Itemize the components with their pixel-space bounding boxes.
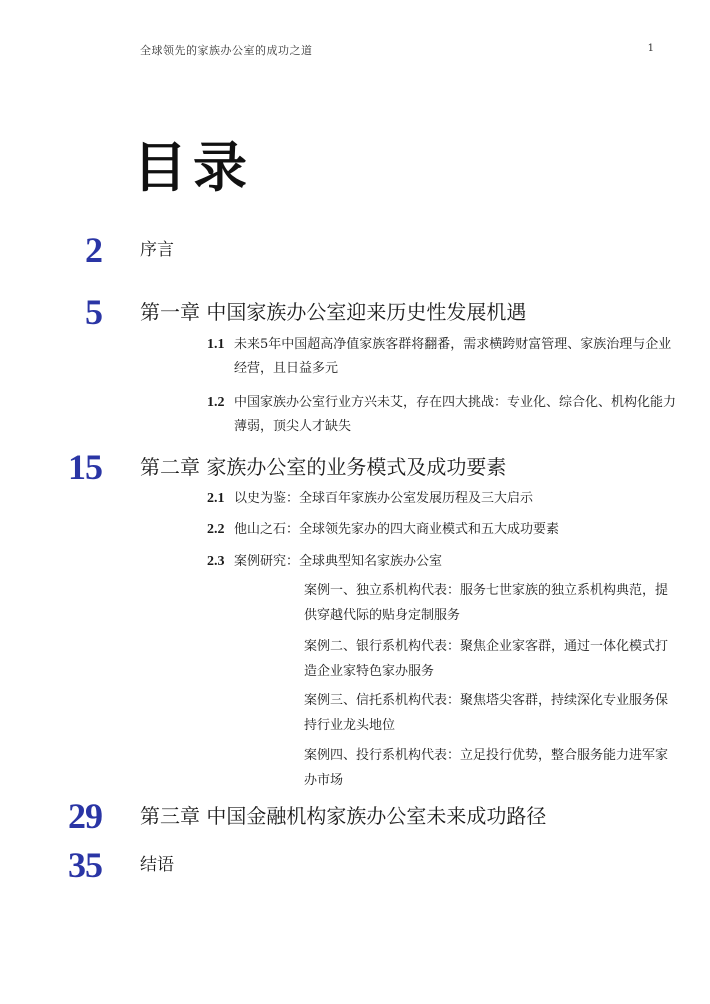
toc-section-number: 2.2	[207, 522, 225, 537]
toc-entry-chapter-3[interactable]	[0, 796, 710, 836]
page-number: 1	[647, 43, 654, 54]
toc-entry-preface[interactable]	[0, 230, 710, 270]
toc-page-number: 15	[68, 447, 102, 487]
toc-chapter-title: 序言	[140, 240, 174, 260]
toc-section-title: 案例研究：全球典型知名家族办公室	[234, 554, 443, 569]
toc-section-2-3[interactable]	[207, 550, 677, 574]
toc-entry-epilogue[interactable]	[0, 845, 710, 885]
toc-chapter-title: 第二章 家族办公室的业务模式及成功要素	[140, 455, 507, 479]
toc-case-2[interactable]: 案例二、银行系机构代表：聚焦企业家客群，通过一体化模式打造企业家特色家办服务	[304, 639, 669, 679]
toc-entry-chapter-2[interactable]	[0, 447, 710, 487]
toc-chapter-title: 结语	[140, 855, 174, 875]
toc-case-4[interactable]: 案例四、投行系机构代表：立足投行优势，整合服务能力进军家办市场	[304, 748, 669, 788]
toc-section-number: 2.3	[207, 554, 225, 569]
toc-section-2-2[interactable]	[207, 518, 677, 542]
toc-chapter-title: 第三章 中国金融机构家族办公室未来成功路径	[140, 804, 547, 828]
toc-case-1[interactable]: 案例一、独立系机构代表：服务七世家族的独立系机构典范，提供穿越代际的贴身定制服务	[304, 583, 669, 623]
toc-chapter-title: 第一章 中国家族办公室迎来历史性发展机遇	[140, 300, 527, 324]
toc-section-number: 1.2	[207, 395, 225, 410]
toc-entry-chapter-1[interactable]	[0, 292, 710, 332]
toc-section-title: 中国家族办公室行业方兴未艾，存在四大挑战：专业化、综合化、机构化能力薄弱，顶尖人才缺失	[234, 395, 677, 434]
toc-section-1-2[interactable]	[207, 391, 677, 439]
toc-page-number: 35	[68, 845, 102, 885]
toc-section-title: 他山之石：全球领先家办的四大商业模式和五大成功要素	[234, 522, 560, 537]
toc-section-number: 2.1	[207, 491, 225, 506]
toc-section-1-1[interactable]	[207, 333, 677, 381]
toc-section-number: 1.1	[207, 337, 225, 352]
toc-heading: 目录	[133, 135, 253, 199]
running-header: 全球领先的家族办公室的成功之道	[140, 44, 313, 57]
toc-page-number: 2	[85, 230, 102, 270]
toc-case-3[interactable]: 案例三、信托系机构代表：聚焦塔尖客群，持续深化专业服务保持行业龙头地位	[304, 693, 669, 733]
toc-page-number: 5	[85, 292, 102, 332]
toc-section-2-1[interactable]	[207, 487, 677, 511]
toc-page-number: 29	[68, 796, 102, 836]
toc-section-title: 未来5年中国超高净值家族客群将翻番，需求横跨财富管理、家族治理与企业经营，且日益多元	[234, 337, 672, 376]
toc-section-title: 以史为鉴：全球百年家族办公室发展历程及三大启示	[234, 491, 534, 506]
